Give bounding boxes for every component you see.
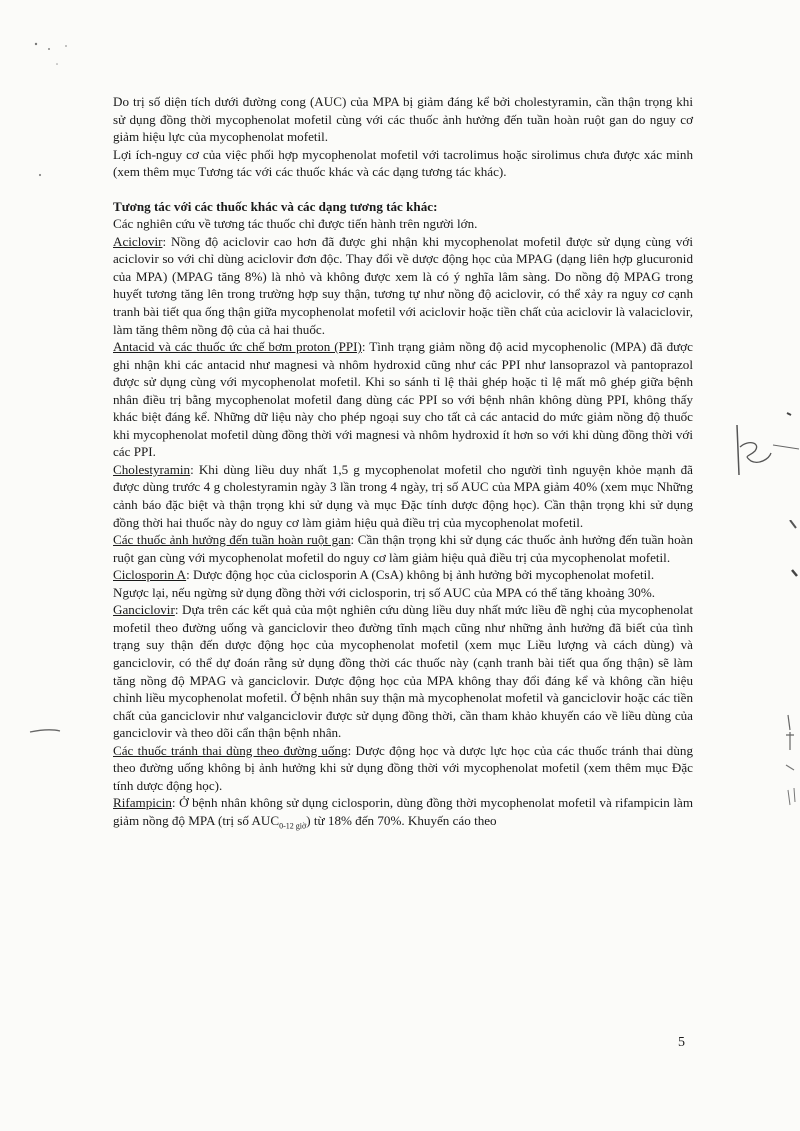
entry-enterohepatic <box>113 531 693 566</box>
binding-marks-right <box>770 520 800 820</box>
entry-term: Ganciclovir <box>113 602 175 618</box>
scan-specks-top-left <box>0 30 90 90</box>
entry-antacid <box>113 338 693 461</box>
scan-dash-left <box>26 725 66 737</box>
entry-term: Các thuốc ảnh hưởng đến tuần hoàn ruột gan <box>113 532 351 548</box>
entry-term: Cholestyramin <box>113 461 191 477</box>
entry-text: : Cần thận trọng khi sử dụng các thuốc ảnh hưởng đến tuần hoàn ruột gan cùng với mycophenolat mofetil do nguy cơ làm giảm hiệu quả điều trị của mycophenolat mofetil. <box>113 532 693 565</box>
entry-text: : Nồng độ aciclovir cao hơn đã được ghi nhận khi mycophenolat mofetil được sử dụng cùng với aciclovir so với chỉ dùng aciclovir đơn độc. Thay đổi về dược động học của MPAG (dạng liên hợp glucuronid của MPA) (MPAG tăng 8%) là nhỏ và không được xem là có ý nghĩa lâm sàng. Do nồng độ MPAG trong huyết tương tăng lên trong trường hợp suy thận, tương tự như nồng độ aciclovir, có thể xảy ra nguy cơ cạnh tranh bài tiết qua ống thận giữa mycophenolat mofetil với aciclovir hoặc tiền chất của aciclovir là valaciclovir, làm tăng thêm nồng độ của cả hai thuốc. <box>113 233 693 337</box>
spacer <box>113 181 693 198</box>
intro-paragraph-1: Do trị số diện tích dưới đường cong (AUC) của MPA bị giảm đáng kể bởi cholestyramin, cần thận trọng khi sử dụng đồng thời mycophenolat mofetil cùng với các thuốc ảnh hưởng đến tuần hoàn ruột gan do nguy cơ giảm hiệu lực của mycophenolat mofetil. <box>113 94 693 145</box>
section-heading: Tương tác với các thuốc khác và các dạng tương tác khác: <box>113 198 438 214</box>
entry-text: : Dược động học và dược lực học của các thuốc tránh thai dùng theo đường uống không bị ảnh hưởng khi sử dụng đồng thời với mycophenolat mofetil (xem thêm mục Đặc tính dược động học). <box>113 742 693 793</box>
entry-term: Ciclosporin A <box>113 567 187 583</box>
entry-contraceptives <box>113 742 693 795</box>
intro-paragraph-2: Lợi ích-nguy cơ của việc phối hợp mycophenolat mofetil với tacrolimus hoặc sirolimus chưa được xác minh (xem thêm mục Tương tác với các thuốc khác và các dạng tương tác khác). <box>113 146 693 180</box>
entry-term: Antacid và các thuốc ức chế bơm proton (PPI) <box>113 339 362 355</box>
section-lead: Các nghiên cứu về tương tác thuốc chỉ được tiến hành trên người lớn. <box>113 216 478 232</box>
entry-ganciclovir <box>113 601 693 741</box>
entry-ciclosporin <box>113 566 693 584</box>
entry-text: : Ở bệnh nhân không sử dụng ciclosporin, dùng đồng thời mycophenolat mofetil và rifampicin làm giảm nồng độ MPA (trị số AUC <box>113 795 693 828</box>
document-body <box>113 93 693 835</box>
signature-mark <box>725 405 800 505</box>
entry-rifampicin <box>113 794 693 835</box>
entry-cholestyramin <box>113 461 693 531</box>
entry-text: : Tình trạng giảm nồng độ acid mycophenolic (MPA) đã được ghi nhận khi các antacid như magnesi và nhôm hydroxid cũng như các PPI như lansoprazol và pantoprazol được sử dụng cùng với mycophenolat mofetil. Khi so sánh tỉ lệ thải ghép hoặc tỉ lệ mất mô ghép giữa bệnh nhân điều trị bằng mycophenolat mofetil đang dùng các PPI so với bệnh nhân không dùng PPI, không thấy khác biệt đáng kể. Những dữ liệu này cho phép ngoại suy cho tất cả các antacid do mức giảm nồng độ thuốc khi mycophenolat mofetil dùng đồng thời với magnesi và nhôm hydroxid ít hơn so với khi dùng đồng thời với các PPI. <box>113 339 693 460</box>
page-number: 5 <box>678 1035 685 1050</box>
entry-ciclosporin-continued: Ngược lại, nếu ngừng sử dụng đồng thời với ciclosporin, trị số AUC của MPA có thể tăng khoảng 30%. <box>113 584 656 600</box>
auc-subscript: 0-12 giờ <box>279 821 307 831</box>
entry-term: Các thuốc tránh thai dùng theo đường uống <box>113 742 348 758</box>
entry-text: : Dược động học của ciclosporin A (CsA) không bị ảnh hưởng bởi mycophenolat mofetil. <box>186 567 655 583</box>
scan-speck-left <box>30 165 50 185</box>
entry-term: Aciclovir <box>113 233 163 249</box>
entry-term: Rifampicin <box>113 795 172 811</box>
entry-text: : Dựa trên các kết quả của một nghiên cứu dùng liều duy nhất mức liều đề nghị của mycophenolat mofetil theo đường uống và ganciclovir theo đường tĩnh mạch cũng như những ảnh hưởng đã biết của tình trạng suy thận đến dược động học của mycophenolat mofetil (xem mục Liều lượng và cách dùng) và ganciclovir, có thể dự đoán rằng sử dụng đồng thời các thuốc này (cạnh tranh bài tiết qua ống thận) sẽ làm tăng nồng độ MPAG và ganciclovir. Dược động học của MPA không thay đổi đáng kể và không cần hiệu chỉnh liều mycophenolat mofetil. Ở bệnh nhân suy thận mà mycophenolat mofetil và ganciclovir hoặc các tiền chất của ganciclovir như valganciclovir được sử dụng đồng thời, cần tham khảo khuyến cáo về liều dùng của ganciclovir và theo dõi cẩn thận bệnh nhân. <box>113 602 693 741</box>
entry-text-continued: ) từ 18% đến 70%. Khuyến cáo theo <box>306 812 497 828</box>
entry-aciclovir <box>113 233 693 338</box>
entry-text: : Khi dùng liều duy nhất 1,5 g mycophenolat mofetil cho người tình nguyện khỏe mạnh đã được dùng trước 4 g cholestyramin ngày 3 lần trong 4 ngày, trị số AUC của MPA giảm 40% (xem mục Những cảnh báo đặc biệt và thận trọng khi sử dụng và mục Đặc tính dược động học). Cần thận trọng khi sử dụng đồng thời hai thuốc này do nguy cơ làm giảm hiệu quả điều trị của mycophenolat mofetil. <box>113 461 693 530</box>
